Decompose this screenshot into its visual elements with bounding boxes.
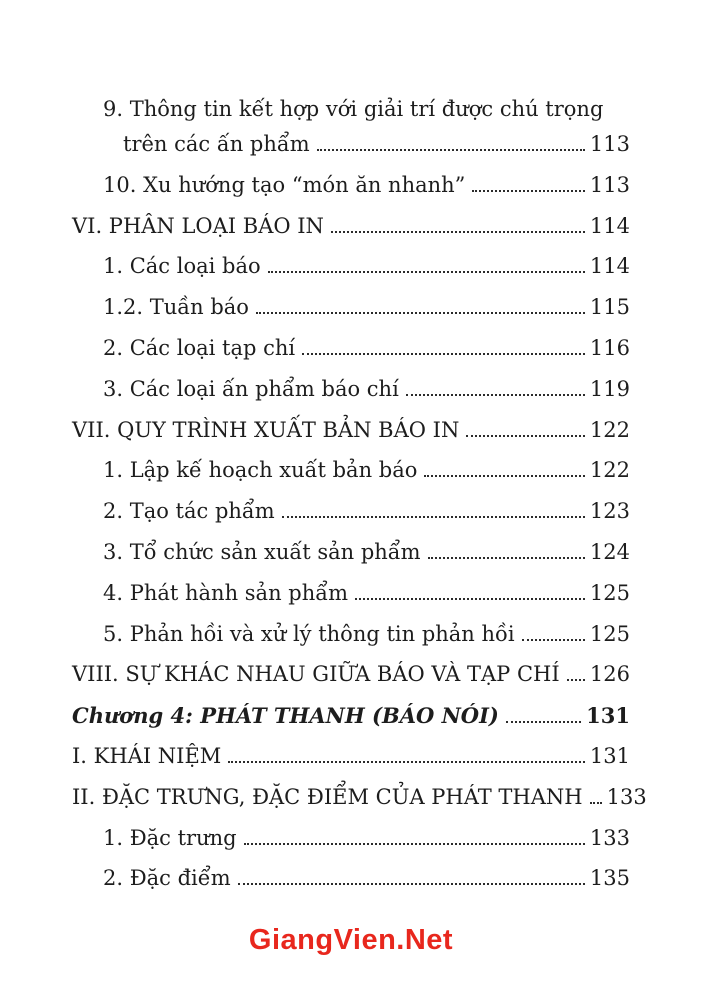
toc-entry bbox=[72, 866, 630, 907]
toc-entry-label: Chương 4: PHÁT THANH (BÁO NÓI) bbox=[72, 703, 499, 729]
dot-leader bbox=[428, 552, 585, 559]
toc-entry bbox=[72, 784, 647, 826]
toc-entry-page-number: 116 bbox=[589, 335, 630, 360]
toc-entry bbox=[72, 295, 630, 336]
toc-entry-page-number: 124 bbox=[589, 539, 630, 564]
toc-entry-page-number: 126 bbox=[589, 662, 630, 687]
toc-entry-page-number: 122 bbox=[589, 458, 630, 483]
toc-entry-label: VI. PHÂN LOẠI BÁO IN bbox=[72, 213, 324, 238]
toc-entry-page-number: 135 bbox=[589, 866, 630, 891]
toc-entry-page-number: 131 bbox=[589, 743, 630, 768]
toc-entry bbox=[72, 418, 630, 459]
dot-leader bbox=[522, 634, 585, 641]
toc-entry-label: 1. Các loại báo bbox=[103, 254, 261, 279]
toc-entry-page-number: 133 bbox=[606, 784, 647, 809]
toc-entry-label: VII. QUY TRÌNH XUẤT BẢN BÁO IN bbox=[72, 417, 460, 442]
dot-leader bbox=[268, 266, 585, 273]
dot-leader bbox=[567, 674, 585, 681]
toc-entry bbox=[72, 458, 630, 499]
toc-entry-page-number: 133 bbox=[589, 825, 630, 850]
dot-leader bbox=[228, 756, 585, 763]
dot-leader bbox=[472, 185, 585, 192]
toc-entry-page-number: 131 bbox=[586, 703, 630, 729]
toc-entry bbox=[72, 744, 630, 785]
dot-leader bbox=[244, 838, 585, 845]
toc-entry-page-number: 122 bbox=[589, 417, 630, 442]
dot-leader bbox=[424, 470, 585, 477]
dot-leader bbox=[466, 430, 585, 437]
toc-entry bbox=[72, 377, 630, 418]
toc-entry-label: 2. Đặc điểm bbox=[103, 866, 231, 891]
toc-entry-page-number: 114 bbox=[589, 213, 630, 238]
toc-entry-label: 1. Lập kế hoạch xuất bản báo bbox=[103, 458, 418, 483]
toc-entry-page-number: 125 bbox=[589, 621, 630, 646]
toc-entry-page-number: 115 bbox=[589, 295, 630, 320]
toc-entry bbox=[72, 214, 630, 255]
toc-entry-label: 2. Tạo tác phẩm bbox=[103, 499, 275, 524]
toc-entry-label: I. KHÁI NIỆM bbox=[72, 743, 222, 768]
toc-entry-page-number: 123 bbox=[589, 499, 630, 524]
dot-leader bbox=[355, 593, 585, 600]
toc-entry-page-number: 119 bbox=[589, 376, 630, 401]
dot-leader bbox=[282, 511, 585, 518]
toc-entry bbox=[72, 499, 630, 540]
toc-entry bbox=[72, 540, 630, 581]
dot-leader bbox=[302, 348, 585, 355]
toc-entry-page-number: 113 bbox=[589, 172, 630, 197]
table-of-contents bbox=[72, 97, 647, 907]
toc-entry-label: 1. Đặc trưng bbox=[103, 825, 237, 850]
toc-entry-label: 5. Phản hồi và xử lý thông tin phản hồi bbox=[103, 621, 515, 646]
dot-leader bbox=[256, 307, 585, 314]
toc-entry bbox=[72, 662, 630, 703]
dot-leader bbox=[238, 878, 585, 885]
toc-entry bbox=[72, 97, 630, 132]
footer-watermark: GiangVien.Net bbox=[248, 924, 454, 957]
toc-entry-label: trên các ấn phẩm bbox=[123, 132, 310, 156]
dot-leader bbox=[331, 226, 585, 233]
toc-entry-page-number: 125 bbox=[589, 580, 630, 605]
toc-entry bbox=[72, 581, 630, 622]
toc-entry-label: 4. Phát hành sản phẩm bbox=[103, 580, 349, 605]
toc-entry-label: II. ĐẶC TRƯNG, ĐẶC ĐIỂM CỦA PHÁT THANH bbox=[72, 784, 583, 809]
toc-entry bbox=[72, 826, 630, 867]
toc-entry-page-number: 114 bbox=[589, 254, 630, 279]
dot-leader bbox=[406, 389, 585, 396]
toc-entry-label: 3. Các loại ấn phẩm báo chí bbox=[103, 376, 399, 401]
toc-entry bbox=[72, 254, 630, 295]
toc-entry bbox=[72, 622, 630, 663]
toc-entry-label: 2. Các loại tạp chí bbox=[103, 335, 296, 360]
toc-entry-label: VIII. SỰ KHÁC NHAU GIỮA BÁO VÀ TẠP CHÍ bbox=[72, 662, 560, 687]
toc-entry bbox=[72, 703, 630, 744]
dot-leader bbox=[506, 716, 581, 723]
toc-entry-page-number: 113 bbox=[589, 132, 630, 156]
toc-entry-label: 9. Thông tin kết hợp với giải trí được chú trọng bbox=[103, 97, 604, 121]
dot-leader bbox=[317, 144, 585, 151]
toc-entry bbox=[72, 132, 630, 173]
toc-entry-label: 10. Xu hướng tạo “món ăn nhanh” bbox=[103, 172, 466, 197]
toc-entry-label: 3. Tổ chức sản xuất sản phẩm bbox=[103, 539, 421, 564]
toc-entry bbox=[72, 336, 630, 377]
toc-entry bbox=[72, 173, 630, 214]
toc-entry-label: 1.2. Tuần báo bbox=[103, 295, 249, 320]
dot-leader bbox=[590, 797, 602, 804]
